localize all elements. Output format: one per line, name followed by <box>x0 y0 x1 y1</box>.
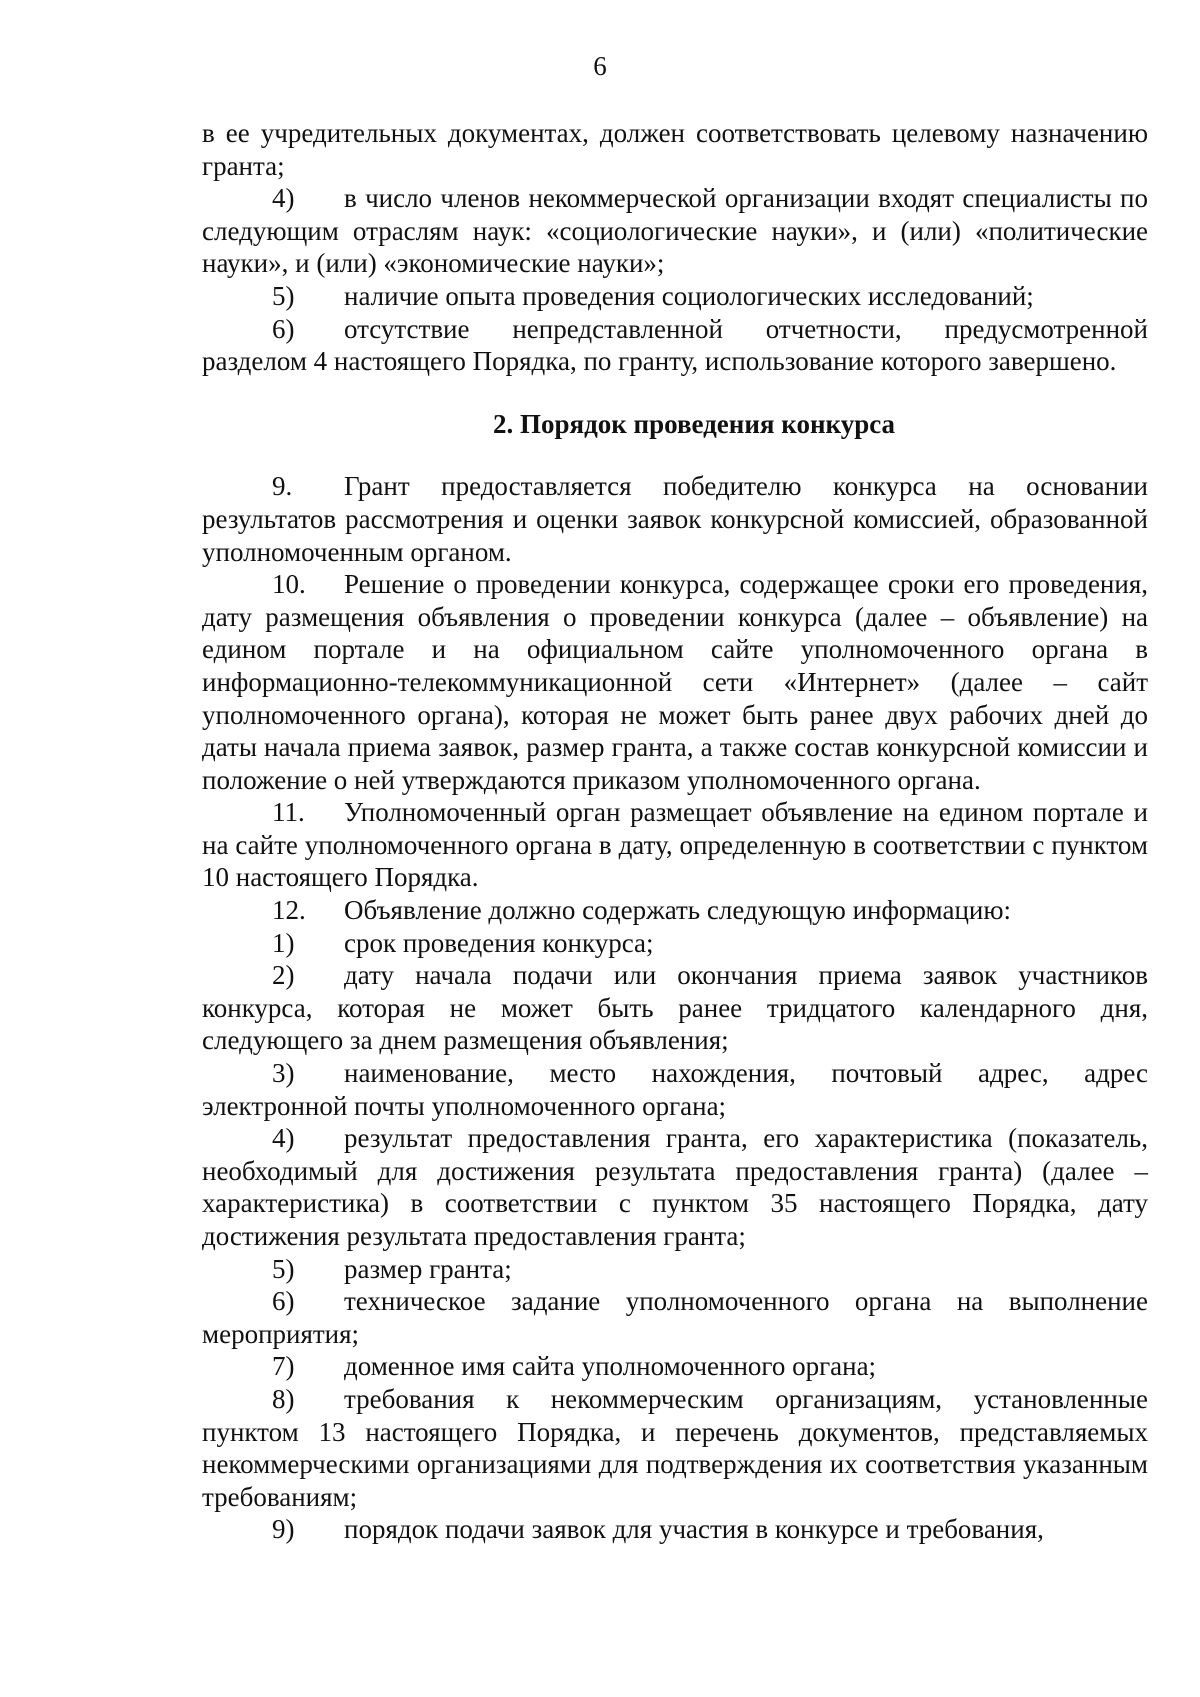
item-number: 4) <box>272 1123 295 1154</box>
section-paragraphs <box>202 470 1148 1546</box>
item-number: 9) <box>272 1514 295 1545</box>
item-number: 6) <box>272 313 295 344</box>
paragraph <box>202 894 1148 927</box>
paragraph-text: наименование, место нахождения, почтовый адрес, адрес электронной почты уполномоченного органа; <box>202 1058 1148 1121</box>
paragraph <box>202 796 1148 894</box>
section-heading: 2. Порядок проведения конкурса <box>492 408 896 439</box>
paragraph <box>202 117 1148 182</box>
paragraph-text: дату начала подачи или окончания приема заявок участников конкурса, которая не может быть ранее тридцатого календарного дня, следующего за днем размещения объявления; <box>202 960 1148 1056</box>
paragraph <box>202 1285 1148 1350</box>
pre-section-paragraphs <box>202 117 1148 378</box>
paragraph-text: порядок подачи заявок для участия в конкурсе и требования, <box>344 1514 1044 1545</box>
paragraph-text: отсутствие непредставленной отчетности, предусмотренной разделом 4 настоящего Порядка, по гранту, использование которого завершено. <box>202 313 1148 377</box>
paragraph <box>202 313 1148 378</box>
item-number: 5) <box>272 1253 295 1284</box>
item-number: 11. <box>272 797 305 828</box>
paragraph <box>202 470 1148 568</box>
paragraph-text: наличие опыта проведения социологических исследований; <box>344 280 1034 311</box>
item-number: 1) <box>272 927 295 958</box>
paragraph <box>202 280 1148 313</box>
paragraph <box>202 1253 1148 1286</box>
paragraph <box>202 1057 1148 1122</box>
paragraph-text: требования к некоммерческим организациям, установленные пунктом 13 настоящего Порядка, и перечень документов, представляемых некоммерческими организациями для подтверждения их соответствия указанным требованиям; <box>202 1383 1148 1512</box>
item-number: 8) <box>272 1383 295 1414</box>
document-body <box>202 117 1148 1546</box>
paragraph-text: срок проведения конкурса; <box>344 927 654 958</box>
paragraph-text: Объявление должно содержать следующую информацию: <box>344 895 1012 926</box>
item-number: 4) <box>272 183 295 214</box>
paragraph <box>202 959 1148 1057</box>
paragraph-text: Уполномоченный орган размещает объявление на едином портале и на сайте уполномоченного органа в дату, определенную в соответствии с пунктом 10 настоящего Порядка. <box>202 797 1148 893</box>
item-number: 10. <box>272 569 306 600</box>
paragraph <box>202 1383 1148 1513</box>
item-number: 6) <box>272 1286 295 1317</box>
paragraph <box>202 1122 1148 1252</box>
page-number: 6 <box>593 51 607 81</box>
paragraph-text: Грант предоставляется победителю конкурса на основании результатов рассмотрения и оценки заявок конкурсной комиссией, образованной уполномоченным органом. <box>202 471 1148 567</box>
paragraph-text: доменное имя сайта уполномоченного органа; <box>344 1351 877 1382</box>
item-number: 7) <box>272 1351 295 1382</box>
paragraph <box>202 182 1148 280</box>
paragraph <box>202 568 1148 796</box>
paragraph-text: в ее учредительных документах, должен соответствовать целевому назначению гранта; <box>202 118 1148 181</box>
paragraph-text: результат предоставления гранта, его характеристика (показатель, необходимый для достижения результата предоставления гранта) (далее – характеристика) в соответствии с пунктом 35 настоящего Порядка, дату достижения результата предоставления гранта; <box>202 1123 1148 1251</box>
paragraph <box>202 1513 1148 1546</box>
paragraph-text: в число членов некоммерческой организации входят специалисты по следующим отраслям наук: «социологические науки», и (или) «политические науки», и (или) «экономические науки»; <box>202 183 1148 279</box>
item-number: 2) <box>272 960 295 991</box>
paragraph-text: техническое задание уполномоченного органа на выполнение мероприятия; <box>202 1286 1148 1349</box>
item-number: 5) <box>272 280 295 311</box>
paragraph-text: Решение о проведении конкурса, содержащее сроки его проведения, дату размещения объявления о проведении конкурса (далее – объявление) на едином портале и на официальном сайте уполномоченного органа в информационно-телекоммуникационной сети «Интернет» (далее – сайт уполномоченного органа), которая не может быть ранее двух рабочих дней до даты начала приема заявок, размер гранта, а также состав конкурсной комиссии и положение о ней утверждаются приказом уполномоченного органа. <box>202 569 1148 795</box>
paragraph <box>202 1350 1148 1383</box>
paragraph <box>202 927 1148 960</box>
item-number: 3) <box>272 1058 295 1089</box>
paragraph-text: размер гранта; <box>344 1253 512 1284</box>
item-number: 12. <box>272 895 306 926</box>
item-number: 9. <box>272 471 293 502</box>
